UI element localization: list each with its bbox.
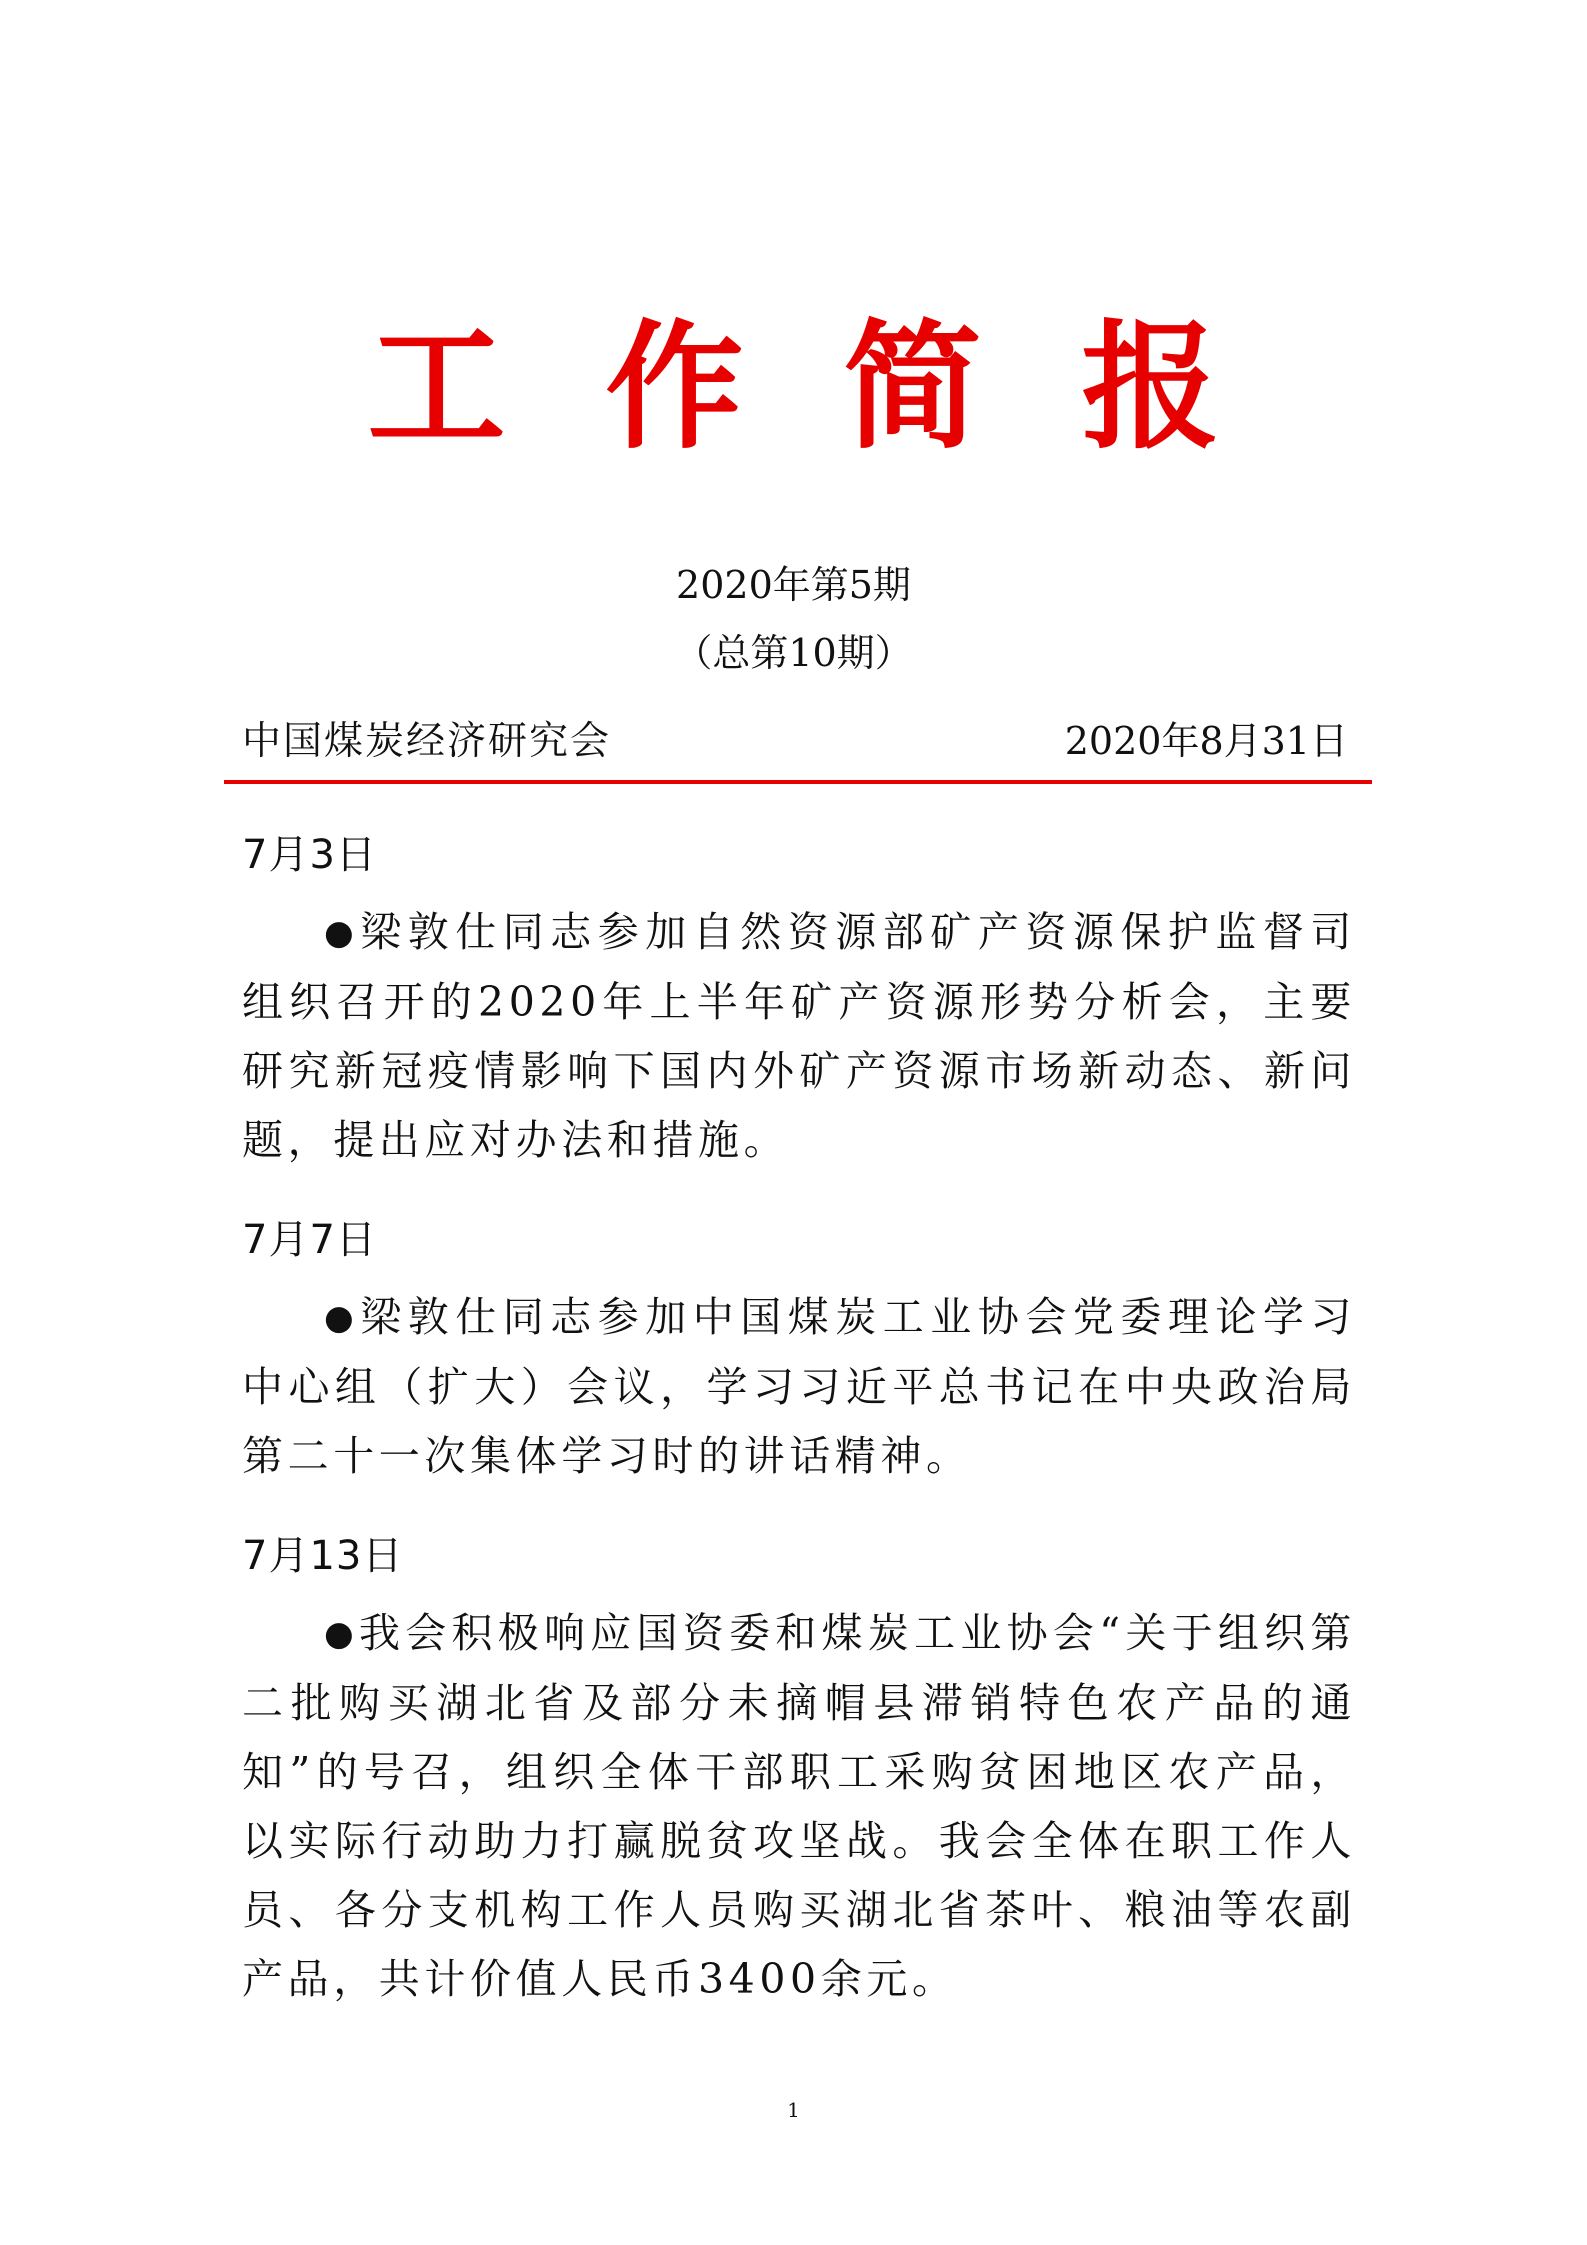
page-number: 1 [787,2098,800,2122]
bullet-icon: ● [324,913,361,953]
red-separator-line [224,780,1372,784]
entry-text: 梁敦仕同志参加中国煤炭工业协会党委理论学习中心组（扩大）会议，学习习近平总书记在中央政治局第二十一次集体学习时的讲话精神。 [242,1293,1356,1480]
bullet-icon: ● [324,1298,361,1338]
document-masthead-title: 工作简报 [367,305,1320,468]
publisher-organization: 中国煤炭经济研究会 [242,719,612,764]
entry-jul-7 [242,1215,1356,1491]
entry-jul-13 [242,1531,1356,2014]
entry-date: 7月7日 [242,1217,377,1263]
issue-number: 2020年第5期 [676,563,911,607]
entry-paragraph [242,1283,1356,1491]
issue-total-number: （总第10期） [674,631,913,675]
entry-paragraph [242,898,1356,1175]
entry-text: 我会积极响应国资委和煤炭工业协会“关于组织第二批购买湖北省及部分未摘帽县滞销特色农产品的通知”的号召，组织全体干部职工采购贫困地区农产品，以实际行动助力打赢脱贫攻坚战。我会全体在职工作人员、各分支机构工作人员购买湖北省茶叶、粮油等农副产品，共计价值人民币3400余元。 [242,1609,1356,2003]
bullet-icon: ● [324,1614,359,1654]
briefing-content [242,830,1356,2054]
publication-date: 2020年8月31日 [1064,719,1348,763]
entry-date: 7月13日 [242,1533,404,1579]
entry-text: 梁敦仕同志参加自然资源部矿产资源保护监督司组织召开的2020年上半年矿产资源形势分析会，主要研究新冠疫情影响下国内外矿产资源市场新动态、新问题，提出应对办法和措施。 [242,908,1356,1164]
entry-paragraph [242,1599,1356,2014]
entry-jul-3 [242,830,1356,1175]
entry-date: 7月3日 [242,832,377,878]
